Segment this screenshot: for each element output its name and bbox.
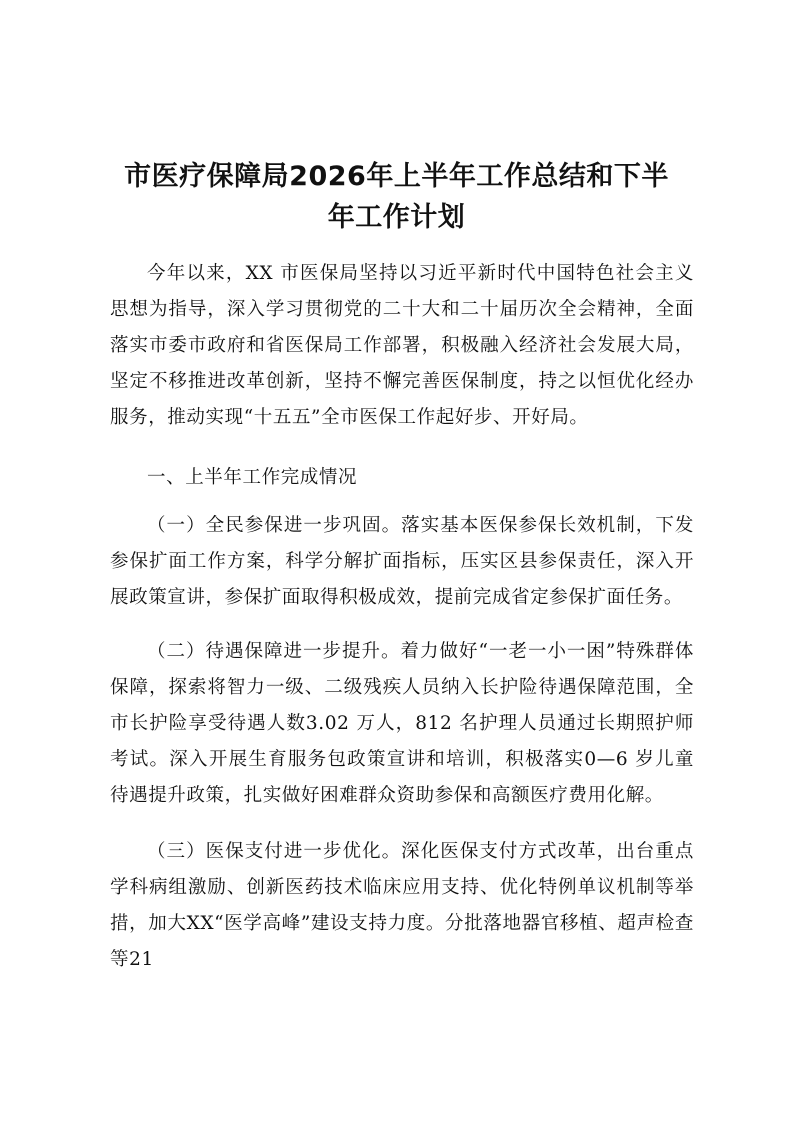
intro-paragraph: 今年以来，XX 市医保局坚持以习近平新时代中国特色社会主义思想为指导，深入学习贯彻党的二十大和二十届历次全会精神，全面落实市委市政府和省医保局工作部署，积极融入经济社会发展大局，坚定不移推进改革创新，坚持不懈完善医保制度，持之以恒优化经办服务，推动实现“十五五”全市医保工作起好步、开好局。 bbox=[110, 263, 694, 428]
paragraph-universal-insurance: （一）全民参保进一步巩固。落实基本医保参保长效机制，下发参保扩面工作方案，科学分解扩面指标，压实区县参保责任，深入开展政策宣讲，参保扩面取得积极成效，提前完成省定参保扩面任务。 bbox=[110, 515, 694, 608]
document-title bbox=[100, 156, 693, 238]
paragraph-payment-optimization: （三）医保支付进一步优化。深化医保支付方式改革，出台重点学科病组激励、创新医药技术临床应用支持、优化特例单议机制等举措，加大XX“医学高峰”建设支持力度。分批落地器官移植、超声检查等21 bbox=[110, 841, 694, 970]
paragraph-benefit-protection: （二）待遇保障进一步提升。着力做好“一老一小一困”特殊群体保障，探索将智力一级、二级残疾人员纳入长护险待遇保障范围，全市长护险享受待遇人数3.02 万人，812 名护理人员通过长期照护师考试。深入开展生育服务包政策宣讲和培训，积极落实0—6 岁儿童待遇提升政策，扎实做好困难群众资助参保和高额医疗费用化解。 bbox=[110, 641, 694, 806]
section-heading-first-half-review: 一、上半年工作完成情况 bbox=[147, 467, 358, 488]
document-title-line-1: 市医疗保障局2026年上半年工作总结和下半 bbox=[124, 161, 669, 193]
document-title-line-2: 年工作计划 bbox=[327, 202, 466, 234]
